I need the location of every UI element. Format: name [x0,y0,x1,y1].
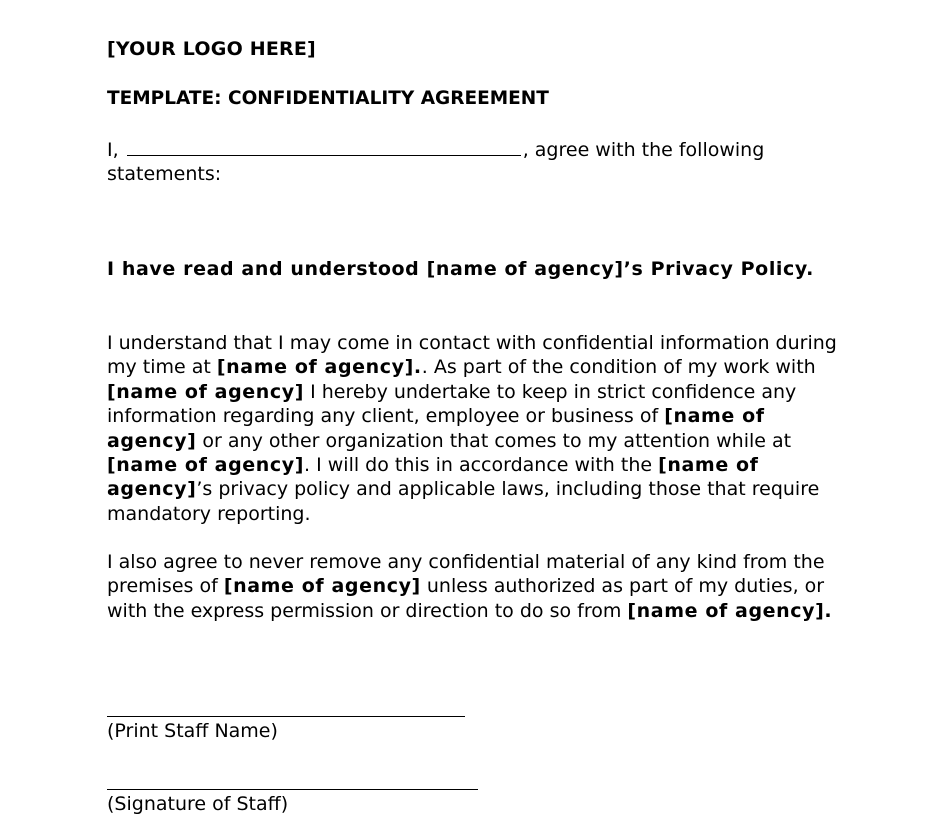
paragraph-text: or any other organization that comes to my attention while at [196,429,792,452]
agency-placeholder: [name of agency] [107,405,765,452]
logo-placeholder: [YOUR LOGO HERE] [107,38,316,60]
paragraph-text: unless authorized as part of my duties, or with the express permission or direction to do so from [107,575,825,622]
intro-prefix: I, [107,139,119,161]
paragraph-text: I understand that I may come in contact with confidential information during my time at [107,332,837,379]
paragraph-text: . I will do this in accordance with the [304,454,659,477]
signature-label: (Signature of Staff) [107,793,289,815]
print-name-label: (Print Staff Name) [107,720,278,742]
signature-line[interactable] [107,789,478,790]
print-name-line[interactable] [107,716,465,717]
agency-placeholder: [name of agency] [107,454,759,501]
document-title: TEMPLATE: CONFIDENTIALITY AGREEMENT [107,88,549,109]
agency-placeholder: [name of agency] [627,599,825,622]
confidentiality-paragraph [107,331,837,526]
paragraph-text: . As part of the condition of my work with [421,356,816,379]
intro-suffix: , agree with the following statements: [107,139,765,185]
agency-placeholder: [name of agency] [223,575,421,598]
intro-sentence [107,137,827,186]
paragraph-text: . [824,599,833,622]
agency-placeholder: [name of agency] [107,454,305,477]
agency-placeholder: [name of agency] [107,380,305,403]
name-blank-line[interactable] [127,137,521,156]
privacy-policy-statement: I have read and understood [name of agency]’s Privacy Policy. [107,258,814,280]
paragraph-text: . [413,356,422,379]
paragraph-text: ’s privacy policy and applicable laws, including those that require mandatory reporting. [107,478,820,525]
paragraph-text: I hereby undertake to keep in strict confidence any information regarding any client, employee or business of [107,380,797,428]
material-removal-paragraph [107,550,837,623]
agency-placeholder: [name of agency] [216,356,414,379]
paragraph-text: I also agree to never remove any confidential material of any kind from the premises of [107,551,825,598]
